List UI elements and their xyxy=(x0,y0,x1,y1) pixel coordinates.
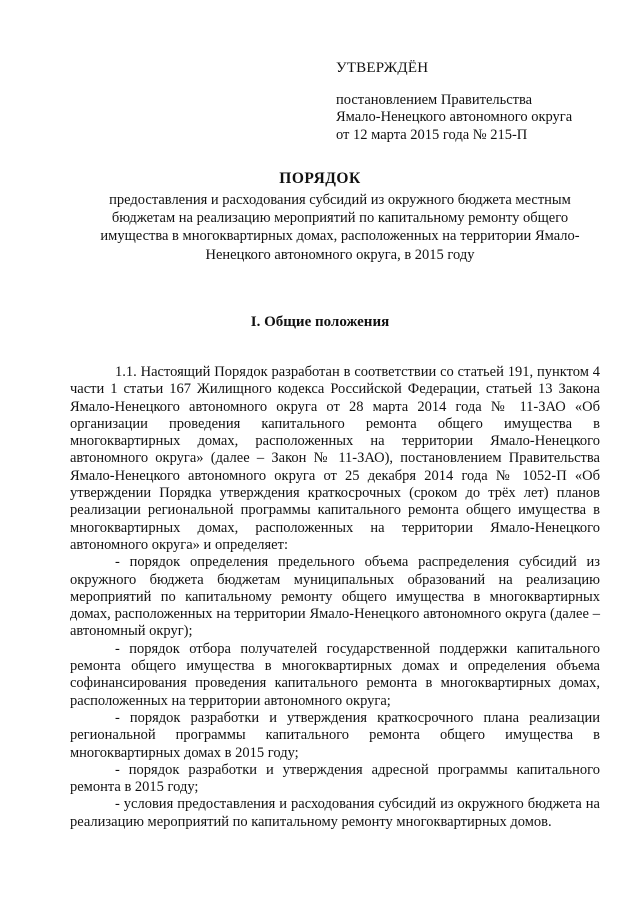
approval-line-3: от 12 марта 2015 года № 215-П xyxy=(336,126,528,143)
approval-stamp-title: УТВЕРЖДЁН xyxy=(336,60,429,76)
list-item-limit-volume: - порядок определения предельного объема распределения субсидий из окружного бюджета бюджетам муниципальных образований на реализацию мероприятий по капитальному ремонту общего имущества в многоквартирных домах, расположенных на территории Ямало-Ненецкого автономного округа (далее – автономный округ); xyxy=(70,554,600,640)
approval-line-2: Ямало-Ненецкого автономного округа xyxy=(336,109,573,125)
list-item-subsidy-conditions: - условия предоставления и расходования субсидий из окружного бюджета на реализацию мероприятий по капитальному ремонту многоквартирных домов. xyxy=(70,796,600,830)
list-item-address-program: - порядок разработки и утверждения адресной программы капитального ремонта в 2015 году; xyxy=(70,761,600,796)
document-title: ПОРЯДОК xyxy=(279,170,361,187)
section-heading: I. Общие положения xyxy=(250,314,390,330)
paragraph-1-1: 1.1. Настоящий Порядок разработан в соответствии со статьей 191, пунктом 4 части 1 статьи 167 Жилищного кодекса Российской Федерации, статьей 13 Закона Ямало-Ненецкого автономного округа от 28 марта 2014 года № 11-ЗАО «Об организации проведения капитального ремонта общего имущества в многоквартирных домах, расположенных на территории Ямало-Ненецкого автономного округа» (далее – Закон № 11-ЗАО), постановлением Правительства Ямало-Ненецкого автономного округа от 25 декабря 2014 года № 1052-П «Об утверждении Порядка утверждения краткосрочных (сроком до трёх лет) планов реализации региональной программы капитального ремонта общего имущества в многоквартирных домах, расположенных на территории Ямало-Ненецкого автономного округа» и определяет: xyxy=(70,364,600,553)
list-item-short-term-plan: - порядок разработки и утверждения краткосрочного плана реализации региональной программы капитального ремонта общего имущества в многоквартирных домах в 2015 году; xyxy=(70,709,600,761)
approval-block xyxy=(336,60,572,144)
approval-line-1: постановлением Правительства xyxy=(336,91,533,108)
document-body xyxy=(70,364,600,831)
list-item-recipient-selection: - порядок отбора получателей государственной поддержки капитального ремонта общего имущества в многоквартирных домах и определения объема софинансирования проведения капитального ремонта в многоквартирных домах, расположенных на территории автономного округа; xyxy=(70,640,600,709)
document-subtitle: предоставления и расходования субсидий из окружного бюджета местным бюджетам на реализацию мероприятий по капитальному ремонту общего имущества в многоквартирных домах, расположенных на территории Ямало-Ненецкого автономного округа, в 2015 году xyxy=(100,192,580,263)
